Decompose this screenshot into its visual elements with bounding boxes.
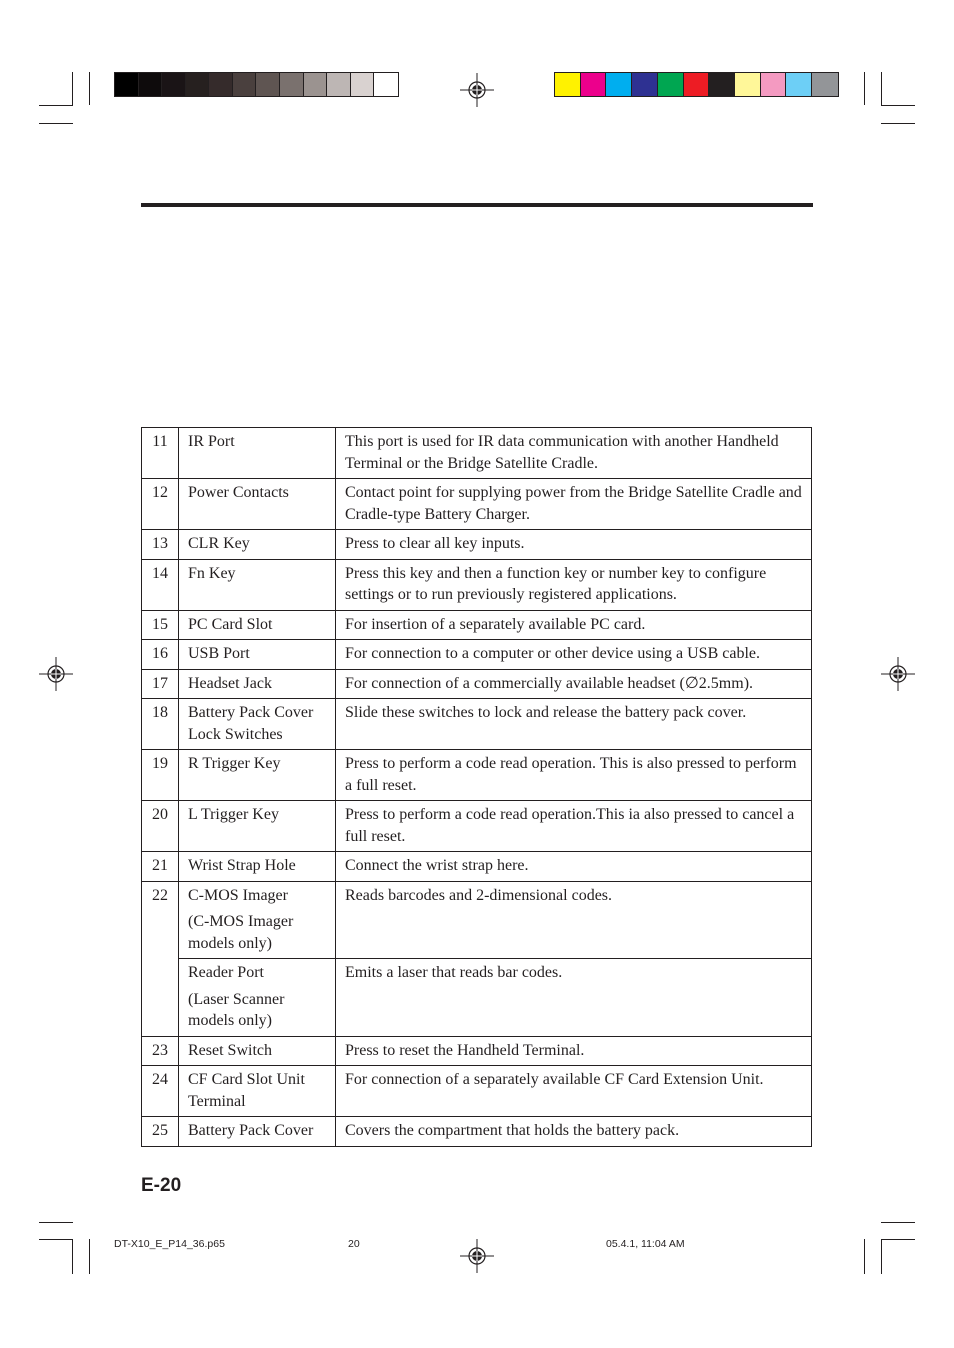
color-swatch bbox=[233, 73, 257, 96]
item-name-text: Reader Port bbox=[188, 964, 264, 981]
item-number: 16 bbox=[142, 640, 179, 670]
item-number: 22 bbox=[142, 881, 179, 1036]
crop-mark bbox=[864, 72, 865, 105]
crop-mark bbox=[39, 1222, 73, 1223]
item-name: PC Card Slot bbox=[179, 610, 336, 640]
item-name: Reset Switch bbox=[179, 1036, 336, 1066]
registration-mark-icon bbox=[881, 657, 915, 691]
color-swatch bbox=[684, 73, 710, 96]
table-row bbox=[142, 530, 812, 560]
item-number: 13 bbox=[142, 530, 179, 560]
color-swatch bbox=[280, 73, 304, 96]
item-name: CF Card Slot Unit Terminal bbox=[179, 1066, 336, 1117]
item-description: Press to clear all key inputs. bbox=[336, 530, 812, 560]
crop-mark bbox=[72, 1239, 73, 1274]
item-description: Emits a laser that reads bar codes. bbox=[336, 959, 812, 1037]
item-description: Press to reset the Handheld Terminal. bbox=[336, 1036, 812, 1066]
crop-mark bbox=[881, 1239, 882, 1274]
item-number: 17 bbox=[142, 669, 179, 699]
color-swatch bbox=[786, 73, 812, 96]
crop-mark bbox=[89, 72, 90, 105]
item-name: USB Port bbox=[179, 640, 336, 670]
color-swatch bbox=[351, 73, 375, 96]
crop-mark bbox=[72, 72, 73, 105]
item-number: 20 bbox=[142, 801, 179, 852]
grayscale-color-bar bbox=[114, 72, 399, 97]
crop-mark bbox=[89, 1239, 90, 1274]
table-row bbox=[142, 750, 812, 801]
item-description: This port is used for IR data communication with another Handheld Terminal or the Bridge Satellite Cradle. bbox=[336, 428, 812, 479]
slug-page: 20 bbox=[348, 1238, 360, 1250]
item-name-note: (Laser Scanner models only) bbox=[188, 990, 285, 1029]
item-name: Power Contacts bbox=[179, 479, 336, 530]
color-swatch bbox=[606, 73, 632, 96]
item-number: 15 bbox=[142, 610, 179, 640]
color-swatch bbox=[735, 73, 761, 96]
registration-mark-icon bbox=[39, 657, 73, 691]
slug-timestamp: 05.4.1, 11:04 AM bbox=[606, 1238, 685, 1250]
table-row bbox=[142, 640, 812, 670]
item-name: IR Port bbox=[179, 428, 336, 479]
item-number: 18 bbox=[142, 699, 179, 750]
item-number: 14 bbox=[142, 559, 179, 610]
color-swatch bbox=[186, 73, 210, 96]
item-description: Connect the wrist strap here. bbox=[336, 852, 812, 882]
item-name: Fn Key bbox=[179, 559, 336, 610]
table-row bbox=[142, 1066, 812, 1117]
parts-table bbox=[141, 427, 812, 1147]
item-number: 21 bbox=[142, 852, 179, 882]
crop-mark bbox=[39, 123, 73, 124]
item-name: Headset Jack bbox=[179, 669, 336, 699]
item-number: 11 bbox=[142, 428, 179, 479]
color-swatch bbox=[632, 73, 658, 96]
item-number: 23 bbox=[142, 1036, 179, 1066]
item-name-text: C-MOS Imager bbox=[188, 886, 288, 904]
color-swatch bbox=[374, 73, 398, 96]
item-number: 19 bbox=[142, 750, 179, 801]
item-name: R Trigger Key bbox=[179, 750, 336, 801]
color-swatch bbox=[256, 73, 280, 96]
table-row bbox=[142, 699, 812, 750]
table-row bbox=[142, 479, 812, 530]
crop-mark bbox=[881, 1222, 915, 1223]
item-description: For connection to a computer or other device using a USB cable. bbox=[336, 640, 812, 670]
crop-mark bbox=[881, 105, 915, 106]
item-description: Slide these switches to lock and release the battery pack cover. bbox=[336, 699, 812, 750]
item-number: 24 bbox=[142, 1066, 179, 1117]
color-swatch bbox=[304, 73, 328, 96]
color-swatch bbox=[658, 73, 684, 96]
item-number: 25 bbox=[142, 1117, 179, 1147]
color-swatch bbox=[555, 73, 581, 96]
color-swatch bbox=[209, 73, 233, 96]
item-name: Battery Pack Cover Lock Switches bbox=[179, 699, 336, 750]
item-description: Press to perform a code read operation. This is also pressed to perform a full reset. bbox=[336, 750, 812, 801]
color-swatch bbox=[162, 73, 186, 96]
table-row bbox=[142, 428, 812, 479]
table-row bbox=[142, 801, 812, 852]
header-rule bbox=[141, 203, 813, 207]
table-row bbox=[142, 852, 812, 882]
crop-mark bbox=[881, 123, 915, 124]
item-description: For connection of a separately available CF Card Extension Unit. bbox=[336, 1066, 812, 1117]
process-color-bar bbox=[554, 72, 839, 97]
item-description: Reads barcodes and 2-dimensional codes. bbox=[336, 881, 812, 959]
crop-mark bbox=[39, 105, 73, 106]
item-description: For insertion of a separately available PC card. bbox=[336, 610, 812, 640]
crop-mark bbox=[864, 1239, 865, 1274]
slug-filename: DT-X10_E_P14_36.p65 bbox=[114, 1238, 225, 1250]
table-row bbox=[142, 669, 812, 699]
color-swatch bbox=[761, 73, 787, 96]
item-name-note: (C-MOS Imager models only) bbox=[188, 913, 294, 952]
table-row bbox=[142, 881, 812, 959]
table-row bbox=[142, 1036, 812, 1066]
color-swatch bbox=[115, 73, 139, 96]
item-name bbox=[179, 959, 336, 1037]
color-swatch bbox=[327, 73, 351, 96]
item-name: Wrist Strap Hole bbox=[179, 852, 336, 882]
color-swatch bbox=[812, 73, 838, 96]
item-number: 12 bbox=[142, 479, 179, 530]
registration-mark-icon bbox=[460, 73, 494, 107]
crop-mark bbox=[881, 72, 882, 105]
table-row bbox=[142, 959, 812, 1037]
item-name: CLR Key bbox=[179, 530, 336, 560]
item-description: Press to perform a code read operation.This ia also pressed to cancel a full reset. bbox=[336, 801, 812, 852]
item-description: Contact point for supplying power from the Bridge Satellite Cradle and Cradle-type Battery Charger. bbox=[336, 479, 812, 530]
color-swatch bbox=[709, 73, 735, 96]
color-swatch bbox=[139, 73, 163, 96]
registration-mark-icon bbox=[460, 1239, 494, 1273]
table-row bbox=[142, 559, 812, 610]
item-name: Battery Pack Cover bbox=[179, 1117, 336, 1147]
item-description: For connection of a commercially available headset (∅2.5mm). bbox=[336, 669, 812, 699]
item-description: Covers the compartment that holds the battery pack. bbox=[336, 1117, 812, 1147]
crop-mark bbox=[881, 1239, 915, 1240]
table-row bbox=[142, 1117, 812, 1147]
page-number: E-20 bbox=[141, 1175, 182, 1196]
color-swatch bbox=[581, 73, 607, 96]
item-description: Press this key and then a function key or number key to configure settings or to run previously registered applications. bbox=[336, 559, 812, 610]
crop-mark bbox=[39, 1239, 73, 1240]
table-row bbox=[142, 610, 812, 640]
item-name bbox=[179, 881, 336, 959]
item-name: L Trigger Key bbox=[179, 801, 336, 852]
